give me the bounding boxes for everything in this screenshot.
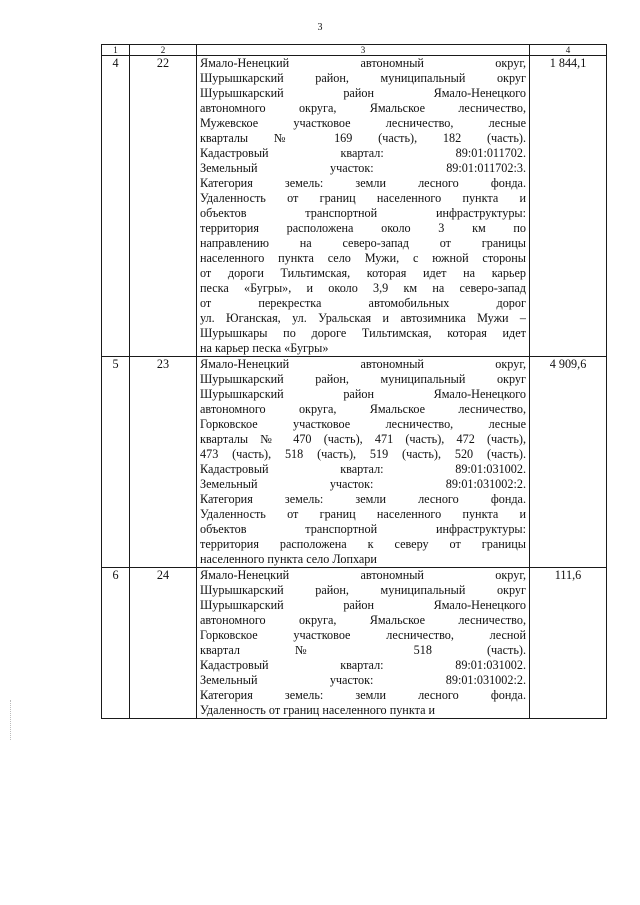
plot-number-cell: 22	[130, 56, 197, 357]
description-line: Шурышкарский район, муниципальный округ	[200, 71, 526, 85]
description-line: кварталы № 470 (часть), 471 (часть), 472 (часть),	[200, 432, 526, 446]
area-cell: 1 844,1	[530, 56, 607, 357]
description-line: ул. Юганская, ул. Уральская и автозимника Мужи –	[200, 311, 526, 325]
description-line: Шурышкарский район Ямало-Ненецкого	[200, 86, 526, 100]
description-line: территория расположена к северу от границы	[200, 537, 526, 551]
description-line: кварталы № 169 (часть), 182 (часть).	[200, 131, 526, 145]
description-line: Категория земель: земли лесного фонда.	[200, 492, 526, 506]
description-line: Удаленность от границ населенного пункта и	[200, 507, 526, 521]
description-line: автономного округа, Ямальское лесничество,	[200, 101, 526, 115]
description-line: Категория земель: земли лесного фонда.	[200, 176, 526, 190]
plot-number-cell: 23	[130, 357, 197, 568]
header-col-4: 4	[530, 45, 607, 56]
table-row	[102, 568, 607, 719]
description-line: от дороги Тильтимская, которая идет на карьер	[200, 266, 526, 280]
description-line: Ямало-Ненецкий автономный округ,	[200, 357, 526, 371]
header-col-3: 3	[197, 45, 530, 56]
description-line: направлению на северо-запад от границы	[200, 236, 526, 250]
location-description-cell	[197, 568, 530, 719]
table-header-row	[102, 45, 607, 56]
header-col-1: 1	[102, 45, 130, 56]
page-number: 3	[317, 22, 323, 33]
table-row	[102, 56, 607, 357]
description-line: Удаленность от границ населенного пункта и	[200, 703, 436, 717]
row-number-cell: 4	[102, 56, 130, 357]
description-line: Горковское участковое лесничество, лесные	[200, 417, 526, 431]
description-line: Шурышкарский район, муниципальный округ	[200, 372, 526, 386]
description-line: населенного пункта село Мужи, с южной стороны	[200, 251, 526, 265]
description-line: автономного округа, Ямальское лесничество,	[200, 613, 526, 627]
table-body	[102, 56, 607, 719]
description-line: Шурышкарский район, муниципальный округ	[200, 583, 526, 597]
land-plots-table	[101, 44, 607, 719]
description-line: автономного округа, Ямальское лесничество,	[200, 402, 526, 416]
table-row	[102, 357, 607, 568]
description-line: населенного пункта село Лопхари	[200, 552, 377, 566]
plot-number-cell: 24	[130, 568, 197, 719]
description-line: от перекрестка автомобильных дорог	[200, 296, 526, 310]
row-number-cell: 6	[102, 568, 130, 719]
description-line: Горковское участковое лесничество, лесной	[200, 628, 526, 642]
description-line: песка «Бугры», и около 3,9 км на северо-запад	[200, 281, 526, 295]
description-line: квартал № 518 (часть).	[200, 643, 526, 657]
description-line: 473 (часть), 518 (часть), 519 (часть), 520 (часть).	[200, 447, 526, 461]
header-col-2: 2	[130, 45, 197, 56]
description-line: объектов транспортной инфраструктуры:	[200, 206, 526, 220]
area-cell: 111,6	[530, 568, 607, 719]
description-line: Земельный участок: 89:01:011702:3.	[200, 161, 526, 175]
description-line: Кадастровый квартал: 89:01:031002.	[200, 658, 526, 672]
location-description-cell	[197, 56, 530, 357]
location-description-cell	[197, 357, 530, 568]
row-number-cell: 5	[102, 357, 130, 568]
description-line: объектов транспортной инфраструктуры:	[200, 522, 526, 536]
description-line: Мужевское участковое лесничество, лесные	[200, 116, 526, 130]
description-line: Земельный участок: 89:01:031002:2.	[200, 673, 526, 687]
description-line: Кадастровый квартал: 89:01:011702.	[200, 146, 526, 160]
description-line: Шурышкарский район Ямало-Ненецкого	[200, 598, 526, 612]
description-line: Категория земель: земли лесного фонда.	[200, 688, 526, 702]
description-line: Земельный участок: 89:01:031002:2.	[200, 477, 526, 491]
description-line: на карьер песка «Бугры»	[200, 341, 329, 355]
description-line: Ямало-Ненецкий автономный округ,	[200, 56, 526, 70]
description-line: Кадастровый квартал: 89:01:031002.	[200, 462, 526, 476]
description-line: территория расположена около 3 км по	[200, 221, 526, 235]
margin-mark	[10, 700, 12, 740]
description-line: Шурышкары по дороге Тильтимская, которая идет	[200, 326, 526, 340]
area-cell: 4 909,6	[530, 357, 607, 568]
description-line: Ямало-Ненецкий автономный округ,	[200, 568, 526, 582]
description-line: Удаленность от границ населенного пункта и	[200, 191, 526, 205]
description-line: Шурышкарский район Ямало-Ненецкого	[200, 387, 526, 401]
